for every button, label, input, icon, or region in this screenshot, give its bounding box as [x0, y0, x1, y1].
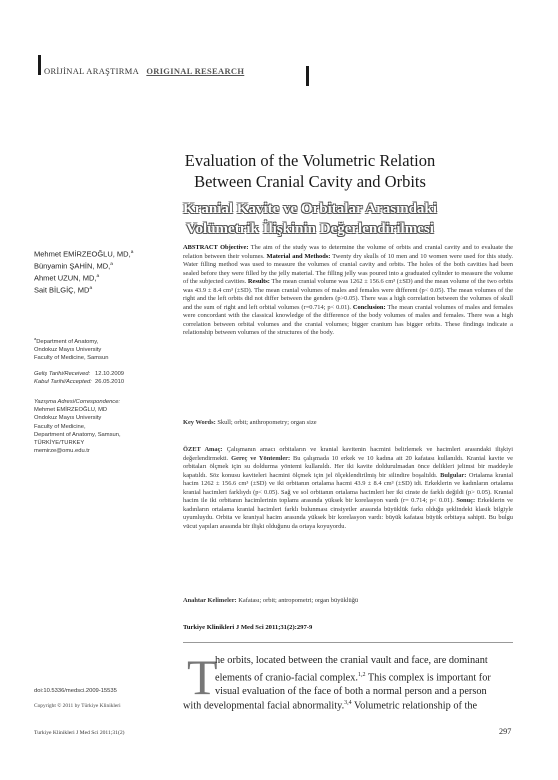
article-title-en: [150, 150, 470, 192]
section-bar-left: [38, 55, 41, 75]
section-label-tr: ORİJİNAL ARAŞTIRMA: [44, 66, 140, 76]
affiliation: $^a$Department of Anatomy, Ondokuz Mayıs University Faculty of Medicine, Samsun: [34, 336, 109, 362]
intro-text: with developmental facial abnormality.$^{3,4}$ Volumetric relationship of the: [183, 700, 478, 712]
keywords-tr: Anahtar Kelimeler: Kafatası; orbit; antropometri; organ büyüklüğü: [183, 597, 359, 604]
title-tr-line: Kranial Kavite ve Orbitalar Arasındaki: [183, 201, 437, 217]
drop-cap: T: [187, 649, 218, 705]
author: Mehmet EMİRZEOĞLU, MD,$^a$: [34, 249, 134, 259]
journal-reference: Turkiye Klinikleri J Med Sci 2011;31(2):297-9: [183, 624, 313, 631]
title-line: Evaluation of the Volumetric Relation: [184, 151, 436, 170]
author: Ahmet UZUN, MD,$^a$: [34, 273, 100, 283]
article-dates: Geliş Tarihi/Received: 12.10.2009 Kabul Tarihi/Accepted: 26.05.2010: [34, 371, 125, 386]
section-header: [44, 66, 244, 76]
section-label-en: ORIGINAL RESEARCH: [146, 66, 245, 76]
author: Bünyamin ŞAHİN, MD,$^a$: [34, 261, 113, 271]
correspondence: Yazışma Adresi/Correspondence: Mehmet EMİRZEOĞLU, MD Ondokuz Mayıs University Faculty of Medicine, Department of Anatomy, Samsun, TÜRKİYE/TURKEY memirze@omu.edu.tr: [34, 398, 174, 455]
page-number: 297: [499, 727, 512, 736]
abstract-en: ABSTRACT Objective: The aim of the study was to determine the volume of orbits and cranial cavity and to evaluate the relation between their volumes. Material and Methods: Twenty dry skulls of 10 men and 10 women were used for this study. Water filling method was used to measure the volumes of cranial cavity and orbits. The holes of the both cavities had been sealed before they were filled by the jelly material. The filling jelly was poured into a graduated cylinder to measure the volume of the subjected cavities. Results: The mean cranial volume was 1262 ± 156.6 cm³ (±SD) and the mean volume of the two orbits was 43.9 ± 8.4 cm³ (±SD). The mean cranial volumes of males and females were different (p< 0.05). The mean volumes of the right and the left orbits did not differ between the genders (p>0.05). There was a high correlation between the volumes of skull and the sum of right and left orbital volumes (r=0.714; p< 0.01). Conclusion: The mean cranial volumes of males and females were concordant with the classical knowledge of the difference of the body volumes of males and females. There was a high correlation between orbital volumes and the cranial volumes; bigger cranium has bigger orbits. These findings indicate a relationship between volumes of the structures of the body.: [183, 244, 514, 337]
divider: [183, 642, 513, 643]
footer-journal: Turkiye Klinikleri J Med Sci 2011;31(2): [34, 730, 125, 736]
section-bar-right: [306, 66, 309, 86]
email-link[interactable]: memirze@omu.edu.tr: [34, 448, 90, 455]
copyright: Copyright © 2011 by Türkiye Klinikleri: [34, 703, 121, 709]
author-list: [34, 248, 133, 296]
article-title-tr: [150, 199, 470, 239]
title-line: Between Cranial Cavity and Orbits: [194, 172, 426, 191]
author: Sait BİLGİÇ, $MD^a$: [34, 285, 93, 295]
intro-text-indented: he orbits, located between the cranial vault and face, are dominant elements of cranio-facial complex.$^{1,2}$ This complex is important for visual evaluation of the face of both a normal person and a person: [215, 655, 491, 698]
title-tr-line: Volümetrik İlişkinin Değerlendirilmesi: [186, 221, 434, 237]
keywords-en: Key Words: Skull; orbit; anthropometry; organ size: [183, 419, 317, 426]
doi[interactable]: doi:10.5336/medsci.2009-15535: [34, 688, 117, 694]
abstract-tr: ÖZET Amaç: Çalışmanın amacı orbitaların ve kranial kavitenin hacmini belirlemek ve hacimleri arasındaki ilişkiyi değerlendirmekti. Gereç ve Yöntemler: Bu çalışmada 10 erkek ve 10 kadına ait 20 kafatası kullanıldı. Kranial kavite ve orbitaları ölçmek için su doldurma yöntemi kullanıldı. Her iki kavite doldurulmadan önce delikleri jelimsi bir maddeyle kapatıldı. Söz konusu kaviteleri hacmini ölçmek için jel ölçeklendirilmiş bir silindire boşaltıldı. Bulgular: Ortalama kranial hacim 1262 ± 156.6 cm³ (±SD) ve iki orbitanın ortalama hacmi 43.9 ± 8.4 cm³ (±SD) idi. Erkeklerin ve kadınların ortalama kranial hacimleri farklıydı (p< 0.05). Sağ ve sol orbitanın ortalama hacimleri her iki cinste de farklı değildi (p> 0.05). Kranial hacim ile iki orbitanın hacimlerinin toplamı arasında yüksek bir korelasyon vardı (r= 0.714; p< 0.01). Sonuç: Erkeklerin ve kadınların ortalama kranial hacimleri farklı bulunması cinsiyetler arasında büyüklük farkı olduğu şeklindeki klasik bilgiyle uyumluydu. Orbita ve kraniyal hacim arasında yüksek bir korelasyon vardı: büyük kafatası büyük orbitaya sahipti. Bu bulgu vücut yapıları arasında bir ilişki olduğunu da ortaya koyuyordu.: [183, 446, 514, 530]
